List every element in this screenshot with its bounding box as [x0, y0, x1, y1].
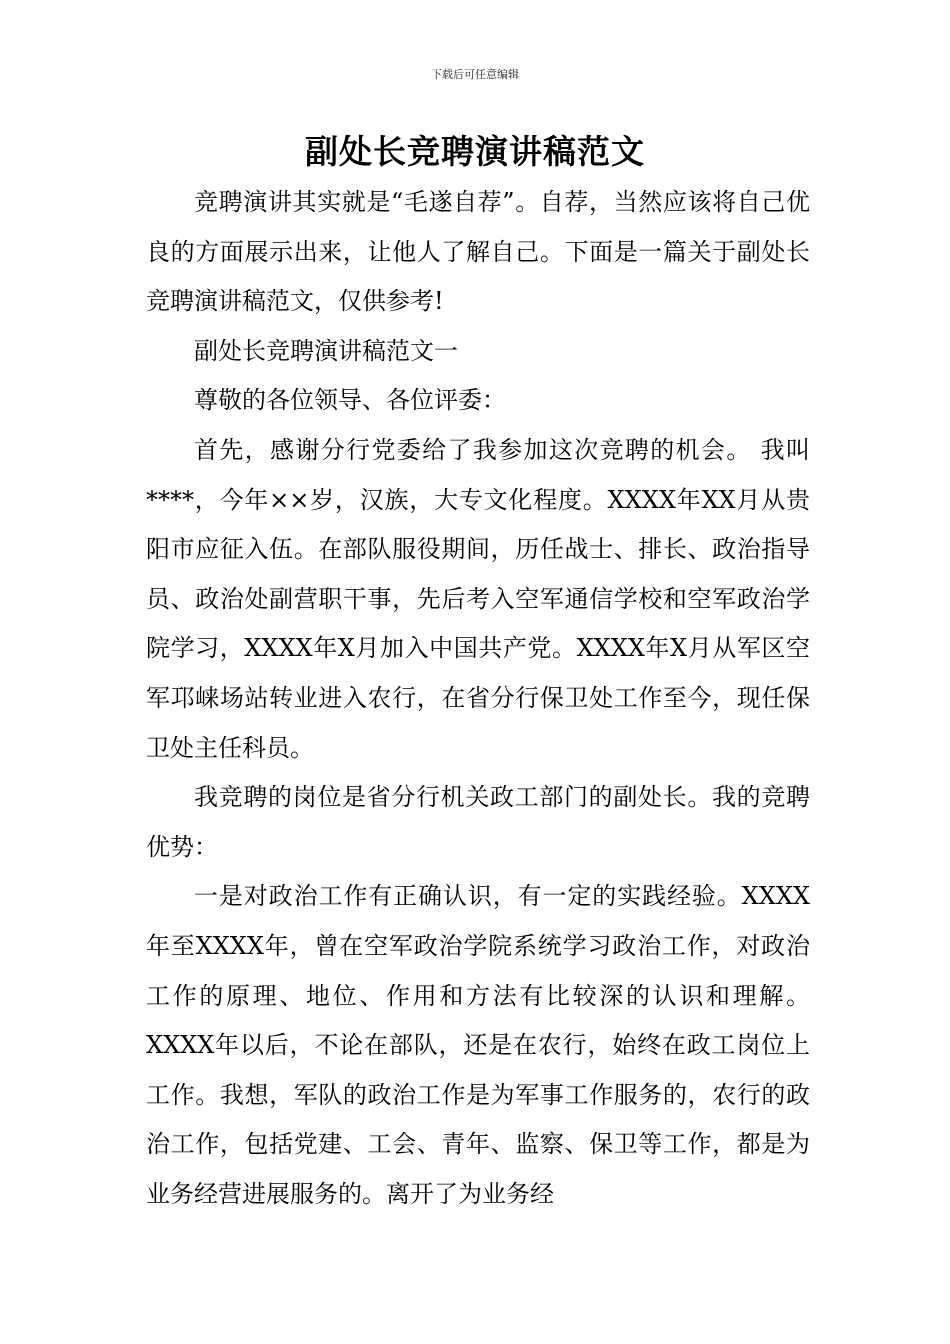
document-body	[146, 178, 810, 1219]
paragraph-position: 我竞聘的岗位是省分行机关政工部门的副处长。我的竞聘优势：	[146, 783, 810, 861]
paragraph-salutation: 尊敬的各位领导、各位评委：	[194, 386, 506, 415]
document-title: 副处长竞聘演讲稿范文	[305, 132, 645, 171]
header-note: 下载后可任意编辑	[431, 68, 519, 81]
paragraph-self-introduction: 首先，感谢分行党委给了我参加这次竞聘的机会。 我叫****，今年××岁，汉族，大专文化程度。XXXX年XX月从贵阳市应征入伍。在部队服役期间，历任战士、排长、政治指导员、政治处副营职干事，先后考入空军通信学校和空军政治学院学习，XXXX年X月加入中国共产党。XXXX年X月从军区空军邛崃场站转业进入农行，在省分行保卫处工作至今，现任保卫处主任科员。	[146, 435, 810, 762]
paragraph-section-heading: 副处长竞聘演讲稿范文一	[194, 336, 458, 365]
paragraph-intro: 竞聘演讲其实就是“毛遂自荐”。自荐，当然应该将自己优良的方面展示出来，让他人了解自己。下面是一篇关于副处长竞聘演讲稿范文，仅供参考!	[146, 188, 810, 316]
paragraph-advantage-one: 一是对政治工作有正确认识，有一定的实践经验。XXXX年至XXXX年，曾在空军政治学院系统学习政治工作，对政治工作的原理、地位、作用和方法有比较深的认识和理解。XXXX年以后，不论在部队，还是在农行，始终在政工岗位上工作。我想，军队的政治工作是为军事工作服务的，农行的政治工作，包括党建、工会、青年、监察、保卫等工作，都是为业务经营进展服务的。离开了为业务经	[146, 882, 810, 1208]
